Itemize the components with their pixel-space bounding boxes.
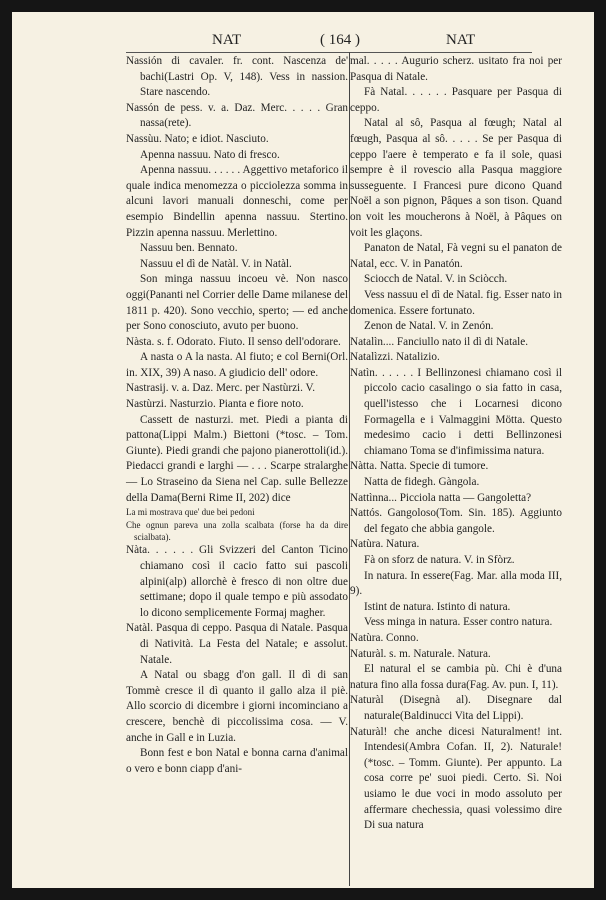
dictionary-entry: Fà Natal. . . . . . Pasquare per Pasqua di ceppo.: [350, 86, 562, 114]
dictionary-entry: El natural el se cambia pù. Chi è d'una natura fino alla fossa dura(Fag. Av. pun. I, 11).: [350, 663, 562, 691]
dictionary-entry: In natura. In essere(Fag. Mar. alla moda III, 9).: [350, 569, 562, 598]
dictionary-entry: Natal al sô, Pasqua al fœugh; Natal al fœugh, Pasqua al sô. . . . . Se per Pasqua di ceppo l'aere è temperato e fa il sole, quasi sempre è il rovescio alla Pasqua maggiore susseguente. I Francesi pure dicono Quand Noël a son pignon, Pâques a son tison. Quand on voit les moucherons à Noël, à Pâques on voit les glaçons.: [350, 117, 562, 239]
dictionary-entry: Nàtta. Natta. Specie di tumore.: [350, 460, 489, 473]
dictionary-entry: Nàsta. s. f. Odorato. Fiuto. Il senso dell'odorare.: [126, 335, 341, 348]
verse-line: La mi mostrava que' due bei pedoni: [126, 507, 255, 518]
dictionary-entry: Bonn fest e bon Natal e bonna carna d'animal o vero e bonn ciapp d'ani-: [126, 747, 348, 775]
dictionary-entry: Son minga nassuu incoeu vè. Non nasco oggi(Pananti nel Corrier delle Dame milanese del 1811 p. 420). Sono vecchio, sperto; — ed anche per Sono conosciuto, avuto per buono.: [126, 273, 348, 333]
dictionary-entry: Nastrasij. v. a. Daz. Merc. per Nastùrzi. V.: [126, 382, 315, 395]
dictionary-entry: Natùra. Conno.: [350, 631, 419, 644]
dictionary-entry: Nattós. Gangoloso(Tom. Sin. 185). Aggiunto del fegato che abbia gangole.: [350, 507, 562, 535]
verse-line: Che ognun pareva una zolla scalbata (forse ha da dire scialbata).: [126, 519, 348, 543]
header-rule: [126, 52, 532, 53]
right-column: [350, 54, 562, 834]
dictionary-page: [12, 12, 594, 888]
dictionary-entry: Nastùrzi. Nasturzio. Pianta e fiore noto.: [126, 398, 304, 411]
dictionary-entry: Nassuu ben. Bennato.: [140, 242, 238, 255]
dictionary-entry: Natàl. Pasqua di ceppo. Pasqua di Natale. Pasqua di Natività. La Festa del Natale; e assolut. Natale.: [126, 622, 348, 666]
dictionary-entry: Natalìn.... Fanciullo nato il dì di Natale.: [350, 335, 529, 348]
left-column: [126, 54, 348, 777]
dictionary-entry: Vess nassuu el dì de Natal. fig. Esser nato in domenica. Essere fortunato.: [350, 288, 562, 317]
dictionary-entry: Natìn. . . . . . I Bellinzonesi chiamano così il piccolo cacio casalingo o sia fatto in casa, quell'istesso che i Locarnesi dicono Formagella e i Valmaggini Mötta. Questo medesimo cacio i detti Bellinzonesi chiamano Toma se d'infimissima natura.: [350, 366, 562, 457]
dictionary-entry: A Natal ou sbagg d'on gall. Il dì di san Tommè cresce il dì quanto il gallo alza il piè. Allo scorcio di dicembre i giorni incominciano a crescere, benchè di piccolissima cosa. — V. anche in Gall e in Luzia.: [126, 669, 348, 744]
dictionary-entry: Nattìnna... Picciola natta — Gangoletta?: [350, 491, 532, 504]
dictionary-entry: Naturàl. s. m. Naturale. Natura.: [350, 647, 491, 660]
header-right-keyword: NAT: [446, 32, 476, 48]
dictionary-entry: Nassión di cavaler. fr. cont. Nascenza de' bachi(Lastri Op. V, 148). Vess in nassion. Stare nascendo.: [126, 55, 348, 99]
dictionary-entry: Cassett de nasturzi. met. Piedi a pianta di pattona(Lippi Malm.) Biettoni (*tosc. – Tom. Giunte). Piedi grandi che pajono pianerottoli(id.). Piedacci grandi e larghi — . . . Scarpe stralarghe — Lo Straseino da Siena nel Cap. sulle Bellezze della Dama(Berni Rime II, 202) dice: [126, 413, 348, 504]
dictionary-entry: Panaton de Natal, Fà vegni su el panaton de Natal, ecc. V. in Panatón.: [350, 242, 562, 270]
dictionary-entry: Vess minga in natura. Esser contro natura.: [364, 616, 553, 629]
dictionary-entry: Naturàl (Disegnà al). Disegnare dal naturale(Baldinucci Vita del Lippi).: [350, 694, 562, 722]
dictionary-entry: Nassùu. Nato; e idiot. Nasciuto.: [126, 132, 269, 145]
dictionary-entry: Natta de fidegh. Gàngola.: [364, 476, 480, 489]
dictionary-entry: Natùra. Natura.: [350, 538, 420, 551]
dictionary-entry: Istint de natura. Istinto di natura.: [364, 600, 511, 613]
header-left-keyword: NAT: [212, 32, 242, 48]
dictionary-entry: Apenna nassuu. Nato di fresco.: [140, 148, 280, 161]
dictionary-entry: Nassuu el dì de Natàl. V. in Natàl.: [140, 257, 292, 270]
dictionary-entry: Natalìzzi. Natalizio.: [350, 351, 440, 364]
dictionary-entry: Nàta. . . . . . Gli Svizzeri del Canton Ticino chiamano così il cacio fatto sui pascoli alpini(alp) allorchè è fresco di non oltre due settimane; dopo il quale tempo e più assodato lo dicono semplicemente Formaj magher.: [126, 544, 348, 619]
dictionary-entry: Naturàl! che anche dicesi Naturalment! int. Intendesi(Ambra Cofan. II, 2). Naturale!(*tosc. – Tomm. Giunte). Per appunto. La cosa corre pe' suoi piedi. Certo. Sì. Noi usiamo le due voci in modo assoluto per affermare chechessia, quasi volessimo dire Di sua natura: [350, 725, 562, 832]
dictionary-entry: Nassón de pess. v. a. Daz. Merc. . . . . Gran nassa(rete).: [126, 101, 348, 130]
dictionary-entry: Apenna nassuu. . . . . . Aggettivo metaforico il quale indica menomezza o picciolezza somma in alcuni lavori manuali donneschi, come per esempio Bindellin apenna nassuu. Stertino. Pizzin apenna nassuu. Merlettino.: [126, 164, 348, 239]
running-header: [12, 32, 594, 52]
dictionary-entry: Zenon de Natal. V. in Zenón.: [364, 320, 494, 333]
page-number: ( 164 ): [320, 32, 360, 48]
dictionary-entry: Sciocch de Natal. V. in Sciòcch.: [364, 273, 508, 286]
dictionary-entry: A nasta o A la nasta. Al fiuto; e col Berni(Orl. in. XIX, 39) A naso. A giudicio dell' odore.: [126, 351, 348, 379]
dictionary-entry: Fà on sforz de natura. V. in Sfòrz.: [364, 554, 515, 566]
dictionary-entry: mal. . . . . Augurio scherz. usitato fra noi per Pasqua di Natale.: [350, 55, 562, 83]
